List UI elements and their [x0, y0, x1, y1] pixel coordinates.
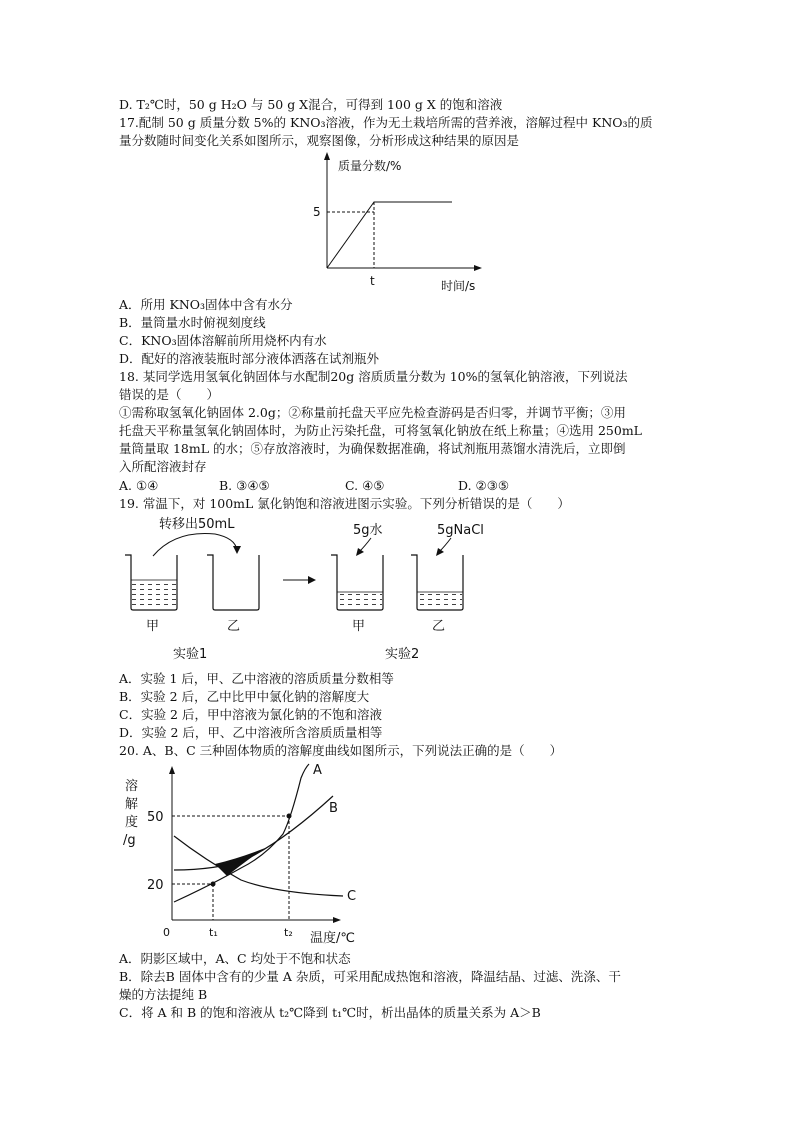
q17-stem-1: 17.配制 50 g 质量分数 5%的 KNO₃溶液，作为无土栽培所需的营养液，溶解过程中 KNO₃的质 [119, 115, 653, 130]
q19-stem: 19. 常温下，对 100mL 氯化钠饱和溶液进图示实验。下列分析错误的是（ ） [119, 496, 570, 511]
q19-exp1-label: 实验1 [173, 647, 208, 662]
q18-option-d: D. ②③⑤ [458, 478, 510, 493]
q19-option-c: C．实验 2 后，甲中溶液为氯化钠的不饱和溶液 [119, 707, 382, 722]
q18-items-3: 量筒量取 18mL 的水；⑤存放溶液时，为确保数据准确，将试剂瓶用蒸馏水清洗后，立即倒 [119, 441, 626, 456]
q19-yi-label-1: 乙 [227, 619, 241, 634]
q17-x-tick-t: t [370, 274, 375, 288]
q19-water-label: 5g水 [353, 523, 383, 538]
q19-jia-label-1: 甲 [146, 619, 160, 634]
q20-y-tick-50: 50 [147, 810, 164, 825]
beaker-yi-exp1 [207, 555, 259, 610]
q20-solubility-graph [115, 760, 375, 950]
q17-graph [300, 150, 500, 298]
q20-ylabel-2: 解 [125, 797, 139, 812]
q20-curve-b-label: B [329, 801, 338, 816]
beaker-jia-exp1 [125, 555, 177, 610]
q20-option-b-2: 燥的方法提纯 B [119, 987, 208, 1002]
q19-yi-label-2: 乙 [432, 619, 446, 634]
q20-ylabel-4: /g [123, 833, 136, 848]
q17-option-d: D．配好的溶液装瓶时部分液体洒落在试剂瓶外 [119, 351, 380, 366]
line-option-d: D. T₂℃时，50 g H₂O 与 50 g X混合，可得到 100 g X 的饱和溶液 [119, 97, 503, 112]
q20-option-a: A．阴影区域中，A、C 均处于不饱和状态 [119, 951, 351, 966]
q19-option-a: A．实验 1 后，甲、乙中溶液的溶质质量分数相等 [119, 671, 394, 686]
q20-origin: 0 [163, 926, 170, 939]
q19-jia-label-2: 甲 [352, 619, 366, 634]
beaker-yi-exp2 [411, 555, 463, 610]
q19-option-b: B．实验 2 后，乙中比甲中氯化钠的溶解度大 [119, 689, 370, 704]
q18-option-a: A. ①④ [119, 478, 159, 493]
q17-y-tick-5: 5 [313, 205, 321, 219]
q17-option-c: C．KNO₃固体溶解前所用烧杯内有水 [119, 333, 327, 348]
q20-curve-a-label: A [313, 763, 322, 778]
q19-exp2-label: 实验2 [385, 647, 420, 662]
q18-items-1: ①需称取氢氧化钠固体 2.0g；②称量前托盘天平应先检查游码是否归零，并调节平衡；③用 [119, 405, 626, 420]
q18-option-b: B. ③④⑤ [219, 478, 270, 493]
q20-ylabel-1: 溶 [125, 779, 139, 794]
q20-x-tick-t1: t₁ [209, 926, 218, 939]
q20-x-tick-t2: t₂ [284, 926, 293, 939]
q18-items-4: 入所配溶液封存 [119, 459, 207, 474]
q20-ylabel-3: 度 [125, 815, 139, 830]
q17-x-axis-label: 时间/s [441, 279, 476, 293]
q18-stem-1: 18. 某同学选用氢氧化钠固体与水配制20g 溶质质量分数为 10%的氢氧化钠溶液，下列说法 [119, 369, 628, 384]
q19-nacl-label: 5gNaCl [437, 523, 484, 538]
q20-option-b-1: B．除去B 固体中含有的少量 A 杂质，可采用配成热饱和溶液，降温结晶、过滤、洗涤、干 [119, 969, 621, 984]
q18-option-c: C. ④⑤ [345, 478, 385, 493]
q17-y-axis-label: 质量分数/% [338, 159, 402, 173]
q17-stem-2: 量分数随时间变化关系如图所示，观察图像，分析形成这种结果的原因是 [119, 133, 520, 148]
q18-items-2: 托盘天平称量氢氧化钠固体时，为防止污染托盘，可将氢氧化钠放在纸上称量；④选用 250mL [119, 423, 642, 438]
q20-x-axis-label: 温度/℃ [310, 931, 355, 946]
q19-transfer-label: 转移出50mL [159, 517, 235, 532]
q17-option-a: A．所用 KNO₃固体中含有水分 [119, 297, 293, 312]
q19-experiment-figure [115, 512, 515, 672]
q20-y-tick-20: 20 [147, 878, 164, 893]
q20-option-c: C．将 A 和 B 的饱和溶液从 t₂℃降到 t₁℃时，析出晶体的质量关系为 A＞B [119, 1005, 541, 1020]
beaker-jia-exp2 [331, 555, 383, 610]
q18-stem-2: 错误的是（ ） [119, 387, 220, 402]
q20-curve-c-label: C [347, 889, 357, 904]
q19-option-d: D．实验 2 后，甲、乙中溶液所含溶质质量相等 [119, 725, 383, 740]
q17-option-b: B．量筒量水时俯视刻度线 [119, 315, 266, 330]
q20-stem: 20. A、B、C 三种固体物质的溶解度曲线如图所示，下列说法正确的是（ ） [119, 743, 563, 758]
